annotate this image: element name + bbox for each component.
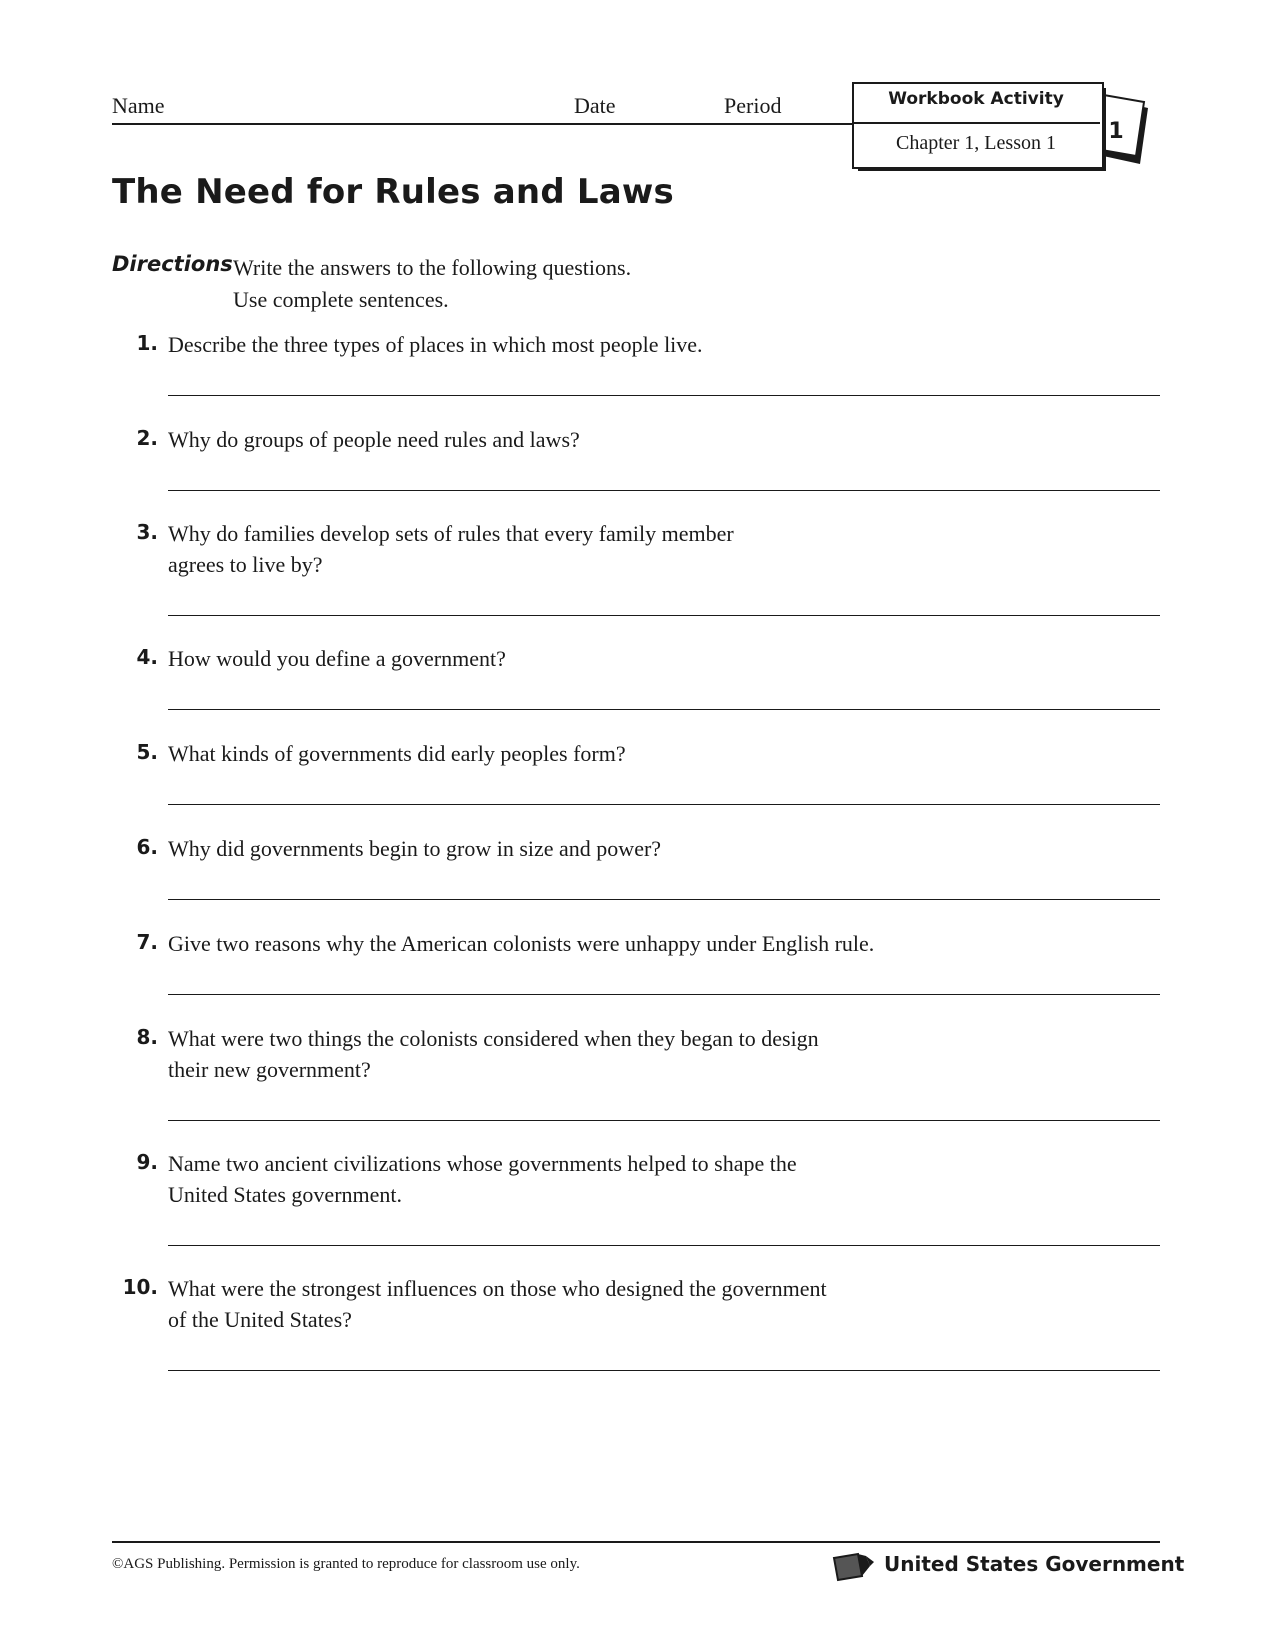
question-text xyxy=(168,424,948,455)
directions-label: Directions xyxy=(112,252,233,276)
workbook-activity-label: Workbook Activity xyxy=(888,89,1064,109)
question-number: 3. xyxy=(136,520,158,544)
book-title: United States Government xyxy=(884,1552,1185,1576)
page-title: The Need for Rules and Laws xyxy=(112,172,674,212)
question-number: 6. xyxy=(136,835,158,859)
answer-line[interactable] xyxy=(168,899,1160,900)
directions-text xyxy=(233,252,631,316)
question-text-line: Why did governments begin to grow in size and power? xyxy=(168,836,662,861)
answer-line[interactable] xyxy=(168,994,1160,995)
question-text xyxy=(168,1023,948,1085)
header-rule xyxy=(112,123,852,125)
question-number: 8. xyxy=(136,1025,158,1049)
directions-line-2: Use complete sentences. xyxy=(233,287,449,312)
directions-line-1: Write the answers to the following questions. xyxy=(233,255,632,280)
question-number: 9. xyxy=(136,1150,158,1174)
question-text-line: What were two things the colonists considered when they began to design xyxy=(168,1026,819,1051)
answer-line[interactable] xyxy=(168,615,1160,616)
question-text xyxy=(168,518,948,580)
question-text-line: United States government. xyxy=(168,1182,403,1207)
answer-line[interactable] xyxy=(168,490,1160,491)
question-number: 5. xyxy=(136,740,158,764)
question-text xyxy=(168,1148,948,1210)
question-text xyxy=(168,1273,948,1335)
question-text xyxy=(168,738,948,769)
activity-number: 1 xyxy=(1108,119,1124,144)
question-number: 1. xyxy=(136,331,158,355)
question-number: 7. xyxy=(136,930,158,954)
copyright-notice: ©AGS Publishing. Permission is granted to reproduce for classroom use only. xyxy=(112,1556,580,1572)
answer-line[interactable] xyxy=(168,709,1160,710)
answer-line[interactable] xyxy=(168,1245,1160,1246)
question-text-line: What were the strongest influences on those who designed the government xyxy=(168,1276,827,1301)
question-text-line: Describe the three types of places in which most people live. xyxy=(168,332,703,357)
name-label: Name xyxy=(112,93,165,118)
chapter-lesson-label: Chapter 1, Lesson 1 xyxy=(896,132,1056,154)
question-text xyxy=(168,833,948,864)
question-text xyxy=(168,329,948,360)
date-label: Date xyxy=(574,93,616,118)
question-text-line: Why do groups of people need rules and laws? xyxy=(168,427,580,452)
footer-rule xyxy=(112,1541,1160,1543)
workbook-activity-badge xyxy=(852,82,1102,167)
question-number: 4. xyxy=(136,645,158,669)
answer-line[interactable] xyxy=(168,1370,1160,1371)
question-text-line: Give two reasons why the American colonists were unhappy under English rule. xyxy=(168,931,875,956)
answer-line[interactable] xyxy=(168,804,1160,805)
question-text-line: What kinds of governments did early peoples form? xyxy=(168,741,626,766)
question-text-line: their new government? xyxy=(168,1057,371,1082)
question-text-line: of the United States? xyxy=(168,1307,352,1332)
question-text xyxy=(168,643,948,674)
answer-line[interactable] xyxy=(168,395,1160,396)
period-label: Period xyxy=(724,93,782,118)
answer-line[interactable] xyxy=(168,1120,1160,1121)
question-number: 10. xyxy=(122,1275,158,1299)
question-text-line: How would you define a government? xyxy=(168,646,506,671)
question-text-line: Name two ancient civilizations whose governments helped to shape the xyxy=(168,1151,797,1176)
question-number: 2. xyxy=(136,426,158,450)
book-logo-icon xyxy=(832,1552,876,1582)
question-text xyxy=(168,928,948,959)
question-text-line: agrees to live by? xyxy=(168,552,323,577)
question-text-line: Why do families develop sets of rules that every family member xyxy=(168,521,734,546)
